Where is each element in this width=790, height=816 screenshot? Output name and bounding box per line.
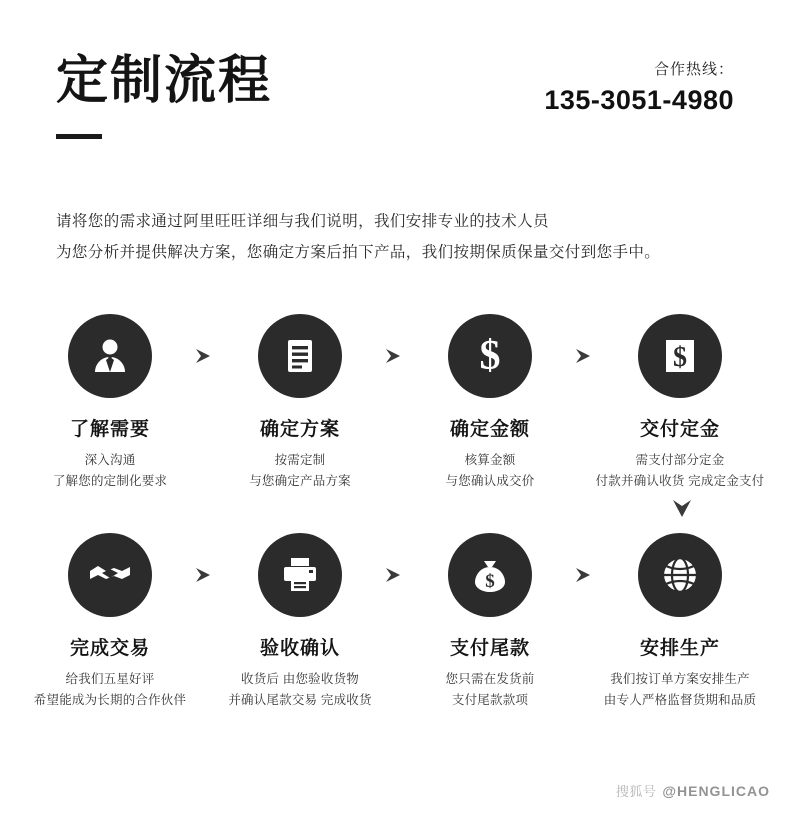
svg-text:$: $ bbox=[673, 342, 687, 373]
arrow-right-icon bbox=[570, 348, 600, 364]
step-title: 确定金额 bbox=[449, 419, 530, 440]
step-title: 完成交易 bbox=[69, 638, 150, 660]
printer-icon bbox=[258, 533, 342, 617]
person-icon bbox=[68, 314, 152, 398]
money-bag-icon bbox=[448, 533, 532, 617]
step-complete-transaction bbox=[34, 533, 186, 710]
step-title: 了解需要 bbox=[69, 419, 150, 440]
arrow-right-icon bbox=[190, 348, 220, 364]
hotline-block bbox=[544, 58, 734, 116]
step-pay-balance bbox=[414, 533, 566, 710]
watermark bbox=[616, 781, 770, 800]
globe-icon bbox=[638, 533, 722, 617]
step-title: 支付尾款 bbox=[449, 638, 530, 660]
hotline-label: 合作热线： bbox=[653, 61, 734, 78]
step-confirm-amount bbox=[414, 314, 566, 491]
arrow-right-icon bbox=[380, 348, 410, 364]
intro-line-2: 为您分析并提供解决方案，您确定方案后拍下产品，我们按期保质保量交付到您手中。 bbox=[56, 244, 661, 261]
step-title: 交付定金 bbox=[639, 419, 720, 440]
step-understand-needs bbox=[34, 314, 186, 491]
dollar-icon bbox=[448, 314, 532, 398]
page-header bbox=[0, 0, 790, 172]
step-description: 给我们五星好评 希望能成为长期的合作伙伴 bbox=[33, 672, 187, 707]
step-description: 深入沟通 了解您的定制化要求 bbox=[52, 453, 168, 488]
watermark-text: 搜狐号 bbox=[615, 784, 657, 799]
arrow-right-icon bbox=[570, 567, 600, 583]
title-underline-rule bbox=[56, 134, 102, 139]
arrow-right-icon bbox=[190, 567, 220, 583]
step-description: 按需定制 与您确定产品方案 bbox=[249, 453, 351, 488]
step-title: 验收确认 bbox=[259, 638, 340, 660]
step-description: 您只需在发货前 支付尾款款项 bbox=[445, 672, 535, 707]
intro-paragraph bbox=[0, 172, 790, 268]
svg-text:$: $ bbox=[479, 333, 501, 379]
step-description: 收货后 由您验收货物 并确认尾款交易 完成收货 bbox=[228, 672, 372, 707]
step-acceptance-confirm bbox=[224, 533, 376, 710]
page-title: 定制流程 bbox=[56, 52, 273, 110]
step-pay-deposit bbox=[595, 314, 765, 491]
handshake-icon bbox=[68, 533, 152, 617]
step-confirm-plan bbox=[224, 314, 376, 491]
dollar-card-icon bbox=[638, 314, 722, 398]
step-arrange-production bbox=[604, 533, 756, 710]
intro-line-1: 请将您的需求通过阿里旺旺详细与我们说明，我们安排专业的技术人员 bbox=[56, 213, 549, 230]
arrow-down-icon bbox=[670, 497, 694, 521]
step-description: 核算金额 与您确认成交价 bbox=[445, 453, 535, 488]
process-steps-row-1 bbox=[34, 314, 765, 491]
hotline-number: 135-3051-4980 bbox=[544, 85, 734, 115]
step-title: 安排生产 bbox=[639, 638, 720, 660]
step-title: 确定方案 bbox=[259, 419, 340, 440]
svg-text:$: $ bbox=[485, 571, 495, 593]
process-steps-row-2 bbox=[34, 533, 756, 710]
watermark-brand: @HENGLICAO bbox=[662, 782, 770, 799]
step-description: 我们按订单方案安排生产 由专人严格监督货期和品质 bbox=[603, 672, 757, 707]
arrow-right-icon bbox=[380, 567, 410, 583]
document-icon bbox=[258, 314, 342, 398]
step-description: 需支付部分定金 付款并确认收货 完成定金支付 bbox=[595, 453, 765, 488]
